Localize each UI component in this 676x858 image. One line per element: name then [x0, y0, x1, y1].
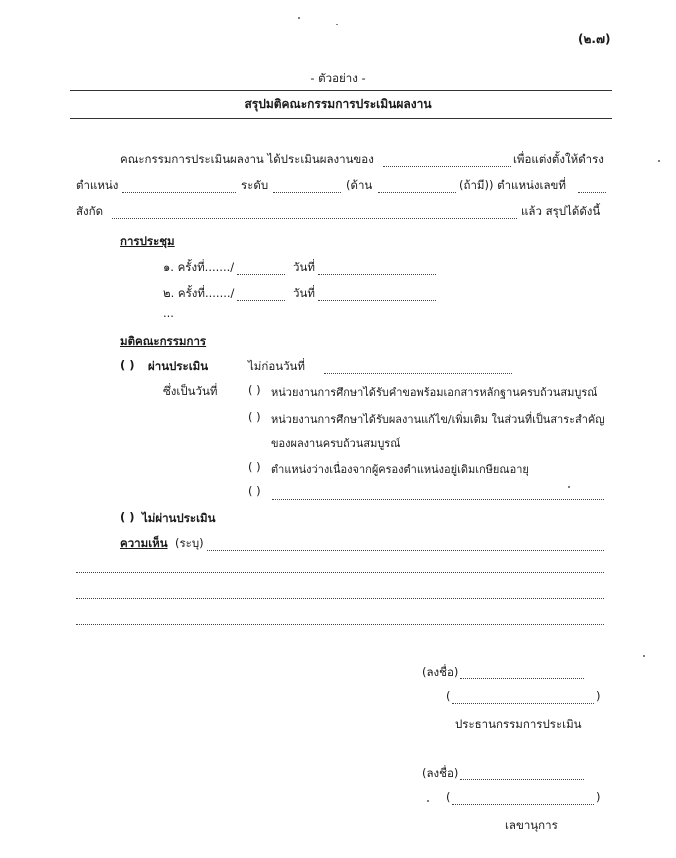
position-number-field[interactable]: [578, 192, 606, 193]
signature-2-open-paren: (: [446, 790, 451, 804]
area-field[interactable]: [378, 192, 456, 193]
fail-checkbox[interactable]: ( ): [120, 510, 135, 524]
meeting-ellipsis: ...: [163, 306, 174, 320]
not-before-label: ไม่ก่อนวันที่: [248, 359, 305, 373]
meeting-item-2-date-field[interactable]: [318, 300, 436, 301]
signature-2-name-field[interactable]: [452, 804, 594, 805]
opinion-line-2[interactable]: [76, 572, 604, 573]
option-2-text-continued: ของผลงานครบถ้วนสมบูรณ์: [271, 437, 401, 450]
signature-1-label: (ลงชื่อ): [422, 665, 459, 679]
signature-2-close-paren: ): [596, 790, 601, 804]
option-1-checkbox[interactable]: ( ): [248, 383, 261, 397]
intro-affiliation-label: สังกัด: [76, 204, 104, 218]
opinion-specify: (ระบุ): [175, 536, 204, 550]
scan-speck: [658, 160, 660, 162]
signature-2-role: เลขานุการ: [505, 818, 558, 832]
resolution-heading: มติคณะกรรมการ: [120, 334, 207, 348]
pass-label: ผ่านประเมิน: [148, 359, 209, 373]
signature-2-field[interactable]: [460, 779, 584, 780]
option-3-text: ตำแหน่งว่างเนื่องจากผู้ครองตำแหน่งอยู่เดิมเกษียณอายุ: [271, 463, 529, 476]
intro-field-label: (ด้าน: [346, 178, 373, 192]
meeting-item-1-field[interactable]: [237, 274, 285, 275]
intro-line1-start: คณะกรรมการประเมินผลงาน ได้ประเมินผลงานของ: [120, 152, 374, 166]
affiliation-field[interactable]: [112, 218, 517, 219]
scan-speck: [427, 800, 429, 802]
intro-line1-end: เพื่อแต่งตั้งให้ดำรง: [513, 152, 604, 166]
meeting-item-1-date-label: วันที่: [293, 260, 315, 274]
option-2-checkbox[interactable]: ( ): [248, 410, 261, 424]
option-3-checkbox[interactable]: ( ): [248, 460, 261, 474]
option-2-text: หน่วยงานการศึกษาได้รับผลงานแก้ไข/เพิ่มเติม ในส่วนที่เป็นสาระสำคัญ: [271, 413, 605, 426]
level-field[interactable]: [273, 192, 341, 193]
intro-level-label: ระดับ: [241, 178, 269, 192]
meeting-heading: การประชุม: [120, 234, 175, 248]
option-4-checkbox[interactable]: ( ): [248, 484, 261, 498]
opinion-heading: ความเห็น: [120, 536, 168, 550]
meeting-item-1-date-field[interactable]: [318, 274, 436, 275]
effective-label: ซึ่งเป็นวันที่: [163, 384, 218, 398]
not-before-date-field[interactable]: [324, 373, 512, 374]
scan-speck: [336, 24, 338, 25]
scan-speck: [568, 486, 570, 488]
title-rule-top: [70, 90, 612, 91]
page-number: (๒.๗): [578, 32, 611, 46]
sample-label: - ตัวอย่าง -: [310, 71, 366, 85]
meeting-item-2-label: ๒. ครั้งที่......./: [163, 286, 235, 300]
candidate-name-field[interactable]: [383, 166, 511, 167]
opinion-line-3[interactable]: [76, 598, 604, 599]
signature-1-open-paren: (: [446, 689, 451, 703]
option-1-text: หน่วยงานการศึกษาได้รับคำขอพร้อมเอกสารหลักฐานครบถ้วนสมบูรณ์: [271, 386, 598, 399]
page-title: สรุปมติคณะกรรมการประเมินผลงาน: [244, 97, 432, 111]
signature-1-role: ประธานกรรมการประเมิน: [455, 717, 582, 731]
signature-1-name-field[interactable]: [452, 703, 594, 704]
pass-checkbox[interactable]: ( ): [120, 358, 135, 372]
scan-speck: [298, 17, 300, 19]
option-4-other-field[interactable]: [272, 499, 604, 500]
opinion-line-4[interactable]: [76, 624, 604, 625]
meeting-item-2-date-label: วันที่: [293, 286, 315, 300]
signature-1-close-paren: ): [596, 689, 601, 703]
scan-speck: [643, 655, 645, 657]
meeting-item-1-label: ๑. ครั้งที่......./: [163, 260, 235, 274]
intro-position-label: ตำแหน่ง: [76, 178, 119, 192]
title-rule-bottom: [70, 118, 612, 119]
signature-1-field[interactable]: [460, 678, 584, 679]
signature-2-label: (ลงชื่อ): [422, 766, 459, 780]
position-field[interactable]: [122, 192, 236, 193]
opinion-line-1[interactable]: [207, 550, 604, 551]
fail-label: ไม่ผ่านประเมิน: [142, 511, 216, 525]
intro-conclusion: แล้ว สรุปได้ดังนี้: [521, 204, 601, 218]
intro-position-no-label: (ถ้ามี)) ตำแหน่งเลขที่: [459, 178, 566, 192]
meeting-item-2-field[interactable]: [237, 300, 285, 301]
